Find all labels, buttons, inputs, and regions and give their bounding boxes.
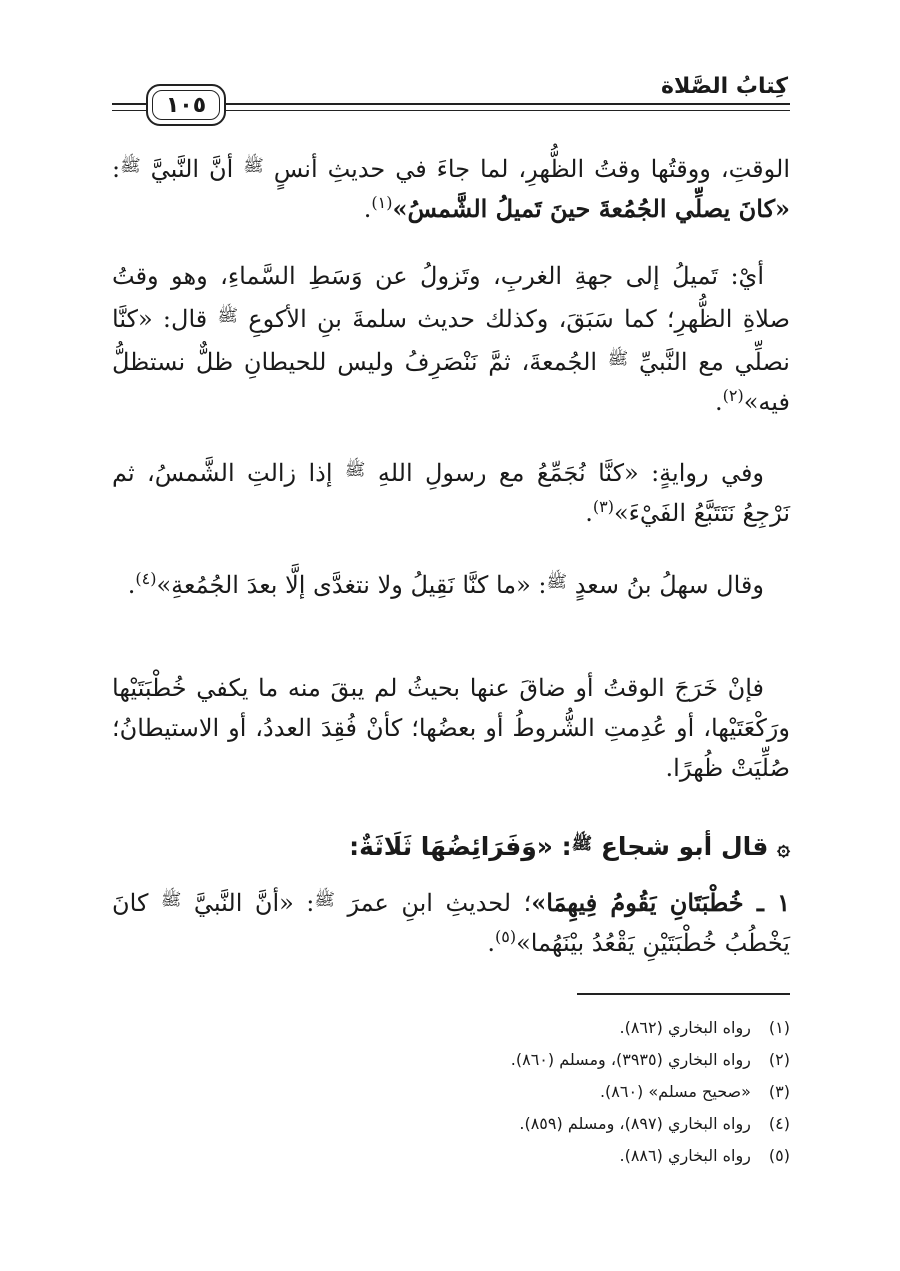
- paragraph-text: الوقتِ، ووقتُها وقتُ الظُّهرِ، لما جاءَ في حديثِ أنسٍ: [263, 155, 790, 183]
- footnotes-list: [112, 1012, 790, 1172]
- paragraph-text: إذا زالتِ الشَّمسُ، ثم نَرْجِعُ نَتَتَبَّعُ الفَيْءَ»: [112, 459, 790, 527]
- heading-quote: : «وَفَرَائِضُهَا ثَلَاثَةٌ:: [349, 832, 572, 861]
- footnote-ref[interactable]: (٥): [494, 927, 517, 946]
- footnote-text: «صحيح مسلم» (٨٦٠).: [599, 1082, 751, 1101]
- paragraph-text: فإنْ خَرَجَ الوقتُ أو ضاقَ عنها بحيثُ لم يبقَ منه ما يكفي خُطْبَتَيْها ورَكْعَتَيْها، أو عُدِمتِ الشُّروطُ أو بعضُها؛ كأنْ فُقِدَ العددُ، أو الاستيطانُ؛ صُلِّيَتْ ظُهرًا.: [112, 674, 790, 782]
- footnote-text: رواه البخاري (٨٩٧)، ومسلم (٨٥٩).: [519, 1114, 751, 1133]
- footnote-number: (٤): [768, 1114, 790, 1133]
- footnote-item: [112, 1140, 790, 1172]
- footnote-ref[interactable]: (٣): [592, 497, 614, 516]
- footnote-text: رواه البخاري (٣٩٣٥)، ومسلم (٨٦٠).: [510, 1050, 751, 1069]
- paragraph-5: [112, 668, 790, 788]
- paragraph-text: أنَّ النَّبيَّ: [140, 155, 244, 183]
- footnote-number: (١): [768, 1018, 790, 1037]
- paragraph-text: قال: «كنَّا نصلِّي مع النَّبيِّ: [112, 305, 790, 376]
- footnote-number: (٢): [768, 1050, 790, 1069]
- book-title: كِتابُ الصَّلاة: [661, 74, 788, 99]
- ornament-icon: ۞: [777, 836, 790, 861]
- paragraph-text: كانَ يَخْطُبُ خُطْبَتَيْنِ يَقْعُدُ بيْنَهُما»: [112, 889, 790, 957]
- page-number-frame: [146, 84, 226, 126]
- paragraph-2: [112, 256, 790, 422]
- honorific-icon: ﷺ: [120, 156, 141, 176]
- footnote-item: [112, 1076, 790, 1108]
- paragraph-4: [112, 562, 790, 605]
- paragraph-3: [112, 450, 790, 533]
- paragraph-text: :: [112, 155, 121, 183]
- footnote-text: رواه البخاري (٨٦٢).: [619, 1018, 751, 1037]
- item-title: ١ ـ خُطْبَتَانِ يَقُومُ فِيهِمَا»: [531, 888, 790, 917]
- paragraph-item-1: [112, 880, 790, 963]
- honorific-icon: ﷺ: [314, 890, 335, 910]
- footnote-separator: [577, 993, 790, 995]
- honorific-icon: ﷺ: [571, 834, 593, 854]
- honorific-icon: ﷺ: [607, 349, 629, 369]
- footnote-ref[interactable]: (٤): [135, 569, 157, 588]
- honorific-icon: ﷺ: [217, 306, 239, 326]
- footnote-ref[interactable]: (٢): [722, 386, 744, 405]
- paragraph-text: وفي روايةٍ: «كنَّا نُجَمِّعُ مع رسولِ اللهِ: [365, 459, 765, 487]
- footnote-ref[interactable]: (١): [371, 193, 393, 212]
- punctuation: .: [487, 929, 495, 957]
- footnote-text: رواه البخاري (٨٨٦).: [619, 1146, 751, 1165]
- honorific-icon: ﷺ: [160, 890, 182, 910]
- paragraph-text: وقال سهلُ بنُ سعدٍ: [567, 571, 764, 599]
- section-heading: [112, 822, 790, 871]
- footnote-item: [112, 1012, 790, 1044]
- footnote-item: [112, 1108, 790, 1140]
- honorific-icon: ﷺ: [344, 460, 366, 480]
- paragraph-text: : «أنَّ النَّبيَّ: [181, 889, 315, 917]
- footnote-item: [112, 1044, 790, 1076]
- heading-text: قال أبو شجاع: [592, 832, 778, 861]
- paragraph-text: الجُمعةَ، ثمَّ نَنْصَرِفُ وليس للحيطانِ ظلٌّ نستظلُّ فيه»: [112, 348, 790, 416]
- footnote-number: (٥): [768, 1146, 790, 1165]
- honorific-icon: ﷺ: [546, 572, 568, 592]
- punctuation: .: [127, 571, 136, 599]
- hadith-quote: «كانَ يصلِّي الجُمُعةَ حينَ تَميلُ الشَّمسُ»: [392, 194, 790, 223]
- punctuation: .: [715, 388, 723, 416]
- paragraph-text: أيْ: تَميلُ إلى جهةِ الغربِ، وتَزولُ عن وَسَطِ السَّماءِ، وهو وقتُ صلاةِ الظُّهرِ؛ كما سَبَقَ، وكذلك حديث سلمةَ بنِ الأكوعِ: [112, 262, 790, 333]
- footnote-number: (٣): [768, 1082, 790, 1101]
- paragraph-1: الوقتِ، ووقتُها وقتُ الظُّهرِ، لما جاءَ في حديثِ أنسٍ $^ﷺ$ أنَّ النَّبيَّ $^ﷺ$: «كانَ يصلِّي الجُمُعةَ حينَ تَميلُ الشَّمسُ»$^{(١)}$.: [112, 155, 790, 223]
- paragraph-text: ؛ لحديثِ ابنِ عمرَ: [334, 889, 532, 917]
- page-number: ١٠٥: [152, 90, 220, 120]
- honorific-icon: ﷺ: [243, 156, 264, 176]
- paragraph-text: : «ما كنَّا نَقِيلُ ولا نتغدَّى إلَّا بعدَ الجُمُعةِ»: [156, 571, 547, 599]
- punctuation: .: [585, 499, 593, 527]
